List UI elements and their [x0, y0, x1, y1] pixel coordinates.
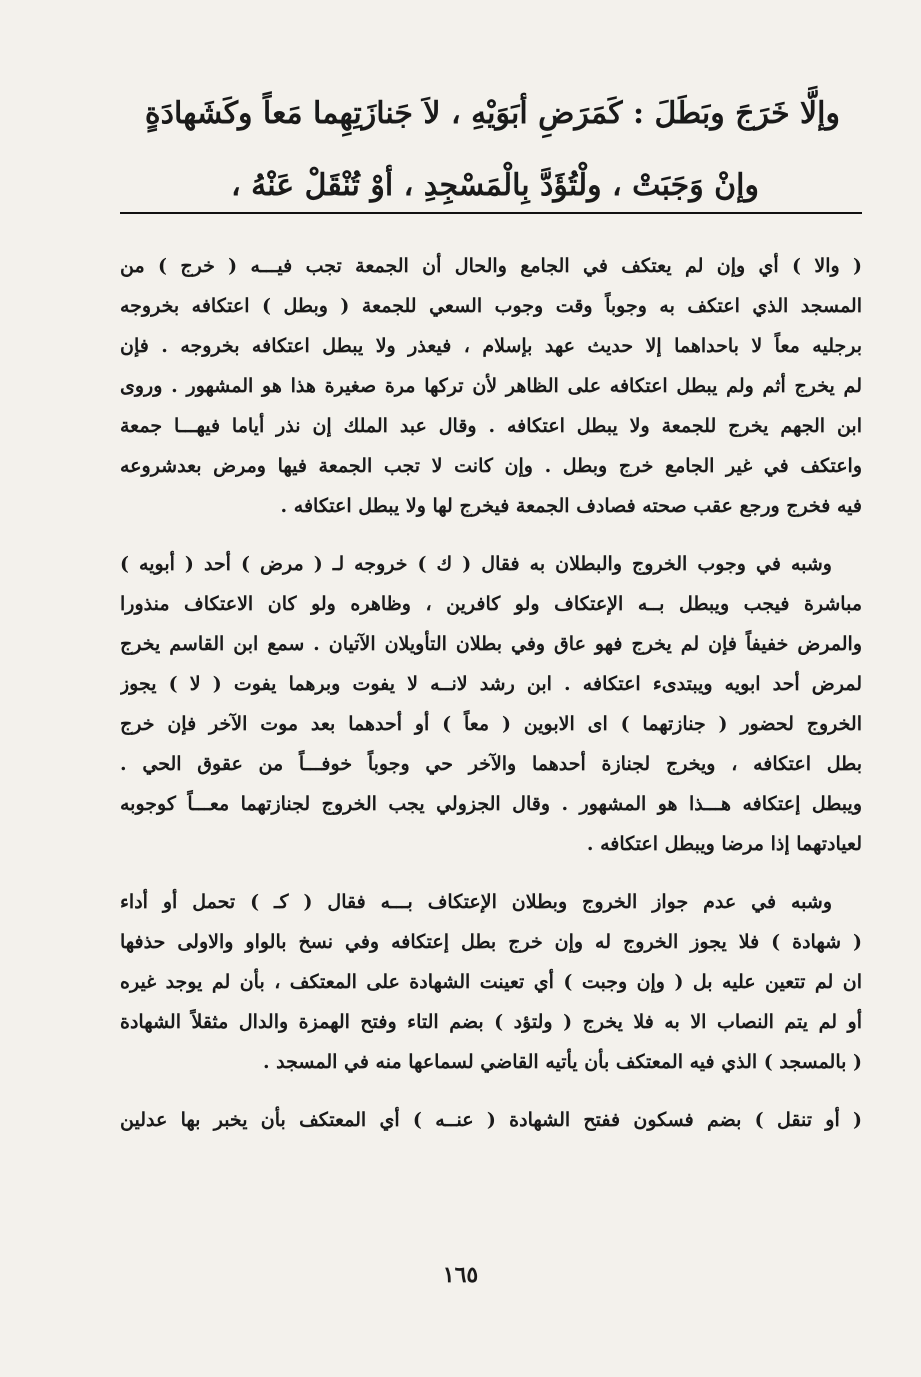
page-number: ١٦٥ [442, 1262, 479, 1288]
text-line: ويبطل إعتكافه هـــذا هو المشهور . وقال الجزولي يجب الخروج لجنازتهما معـــاً كوجوبه [120, 793, 862, 815]
text-line: فيه فخرج ورجع عقب صحته فصادف الجمعة فيخرج لها ولا يبطل اعتكافه . [280, 495, 862, 517]
text-line: الخروج لحضور ( جنازتهما ) اى الابوين ( معاً ) أو أحدهما بعد موت الآخر فإن خرج [120, 713, 862, 735]
paragraph-2 [120, 544, 862, 864]
text-line: لم يخرج أثم ولم يبطل اعتكافه على الظاهر لأن تركها مرة صغيرة هذا هو المشهور . وروى [120, 375, 862, 397]
text-line: ( والا ) أي وإن لم يعتكف في الجامع والحال أن الجمعة تجب فيـــه ( خرج ) من [120, 255, 862, 277]
matn-line-2: وإنْ وَجَبَتْ ، ولْتُؤَدَّ بِالْمَسْجِدِ ، أوْ تُنْقَلْ عَنْهُ ، [231, 168, 759, 203]
matn-text [144, 78, 840, 222]
paragraph-1 [120, 246, 862, 526]
text-line: ان لم تتعين عليه بل ( وإن وجبت ) أي تعينت الشهادة على المعتكف ، بأن لم يوجد غيره [120, 971, 862, 993]
text-line: مباشرة فيجب ويبطل بــه الإعتكاف ولو كافرين ، وظاهره ولو كان الاعتكاف منذورا [120, 593, 862, 615]
text-line: ( بالمسجد ) الذي فيه المعتكف بأن يأتيه القاضي لسماعها منه في المسجد . [262, 1051, 862, 1073]
text-line: لعيادتهما إذا مرضا ويبطل اعتكافه . [586, 833, 862, 855]
paragraph-4 [120, 1100, 862, 1140]
text-line: لمرض أحد ابويه ويبتدىء اعتكافه . ابن رشد لانــه لا يفوت وبرهما يفوت ( لا ) يجوز [120, 673, 862, 695]
text-line: بطل اعتكافه ، ويخرج لجنازة أحدهما والآخر حي وجوباً خوفـــاً من عقوق الحي . [120, 753, 862, 775]
matn-line-1: وإلَّا خَرَجَ وبَطَلَ : كَمَرَضِ أبَوَيْهِ ، لاَ جَنازَتِهِما مَعاً وكَشَهادَةٍ [144, 96, 840, 131]
text-line: والمرض خفيفاً فإن لم يخرج فهو عاق وفي بطلان التأويلان الآتيان . سمع ابن القاسم يخرج [120, 633, 862, 655]
text-line: ابن الجهم يخرج للجمعة ولا يبطل اعتكافه . وقال عبد الملك إن نذر أياما فيهـــا جمعة [120, 415, 862, 437]
text-line: وشبه في عدم جواز الخروج وبطلان الإعتكاف بـــه فقال ( كـ ) تحمل أو أداء [120, 891, 832, 913]
separator-rule [120, 212, 862, 214]
text-line: أو لم يتم النصاب الا به فلا يخرج ( ولتؤد ) بضم التاء وفتح الهمزة والدال مثقلاً الشهادة [120, 1011, 862, 1033]
paragraph-3 [120, 882, 862, 1082]
commentary-text [120, 246, 862, 1158]
text-line: المسجد الذي اعتكف به وجوباً وقت وجوب السعي للجمعة ( وبطل ) اعتكافه بخروجه [120, 295, 862, 317]
text-line: ( شهادة ) فلا يجوز الخروج له وإن خرج بطل إعتكافه وفي نسخ بالواو والاولى حذفها [120, 931, 862, 953]
text-line: وشبه في وجوب الخروج والبطلان به فقال ( ك ) خروجه لـ ( مرض ) أحد ( أبويه ) [120, 553, 832, 575]
text-line: ( أو تنقل ) بضم فسكون ففتح الشهادة ( عنــه ) أي المعتكف بأن يخبر بها عدلين [120, 1109, 862, 1131]
text-line: واعتكف في غير الجامع خرج وبطل . وإن كانت لا تجب الجمعة فيها ومرض بعدشروعه [120, 455, 862, 477]
text-line: برجليه معاً لا باحداهما إلا حديث عهد بإسلام ، فيعذر ولا يبطل اعتكافه بخروجه . فإن [120, 335, 862, 357]
